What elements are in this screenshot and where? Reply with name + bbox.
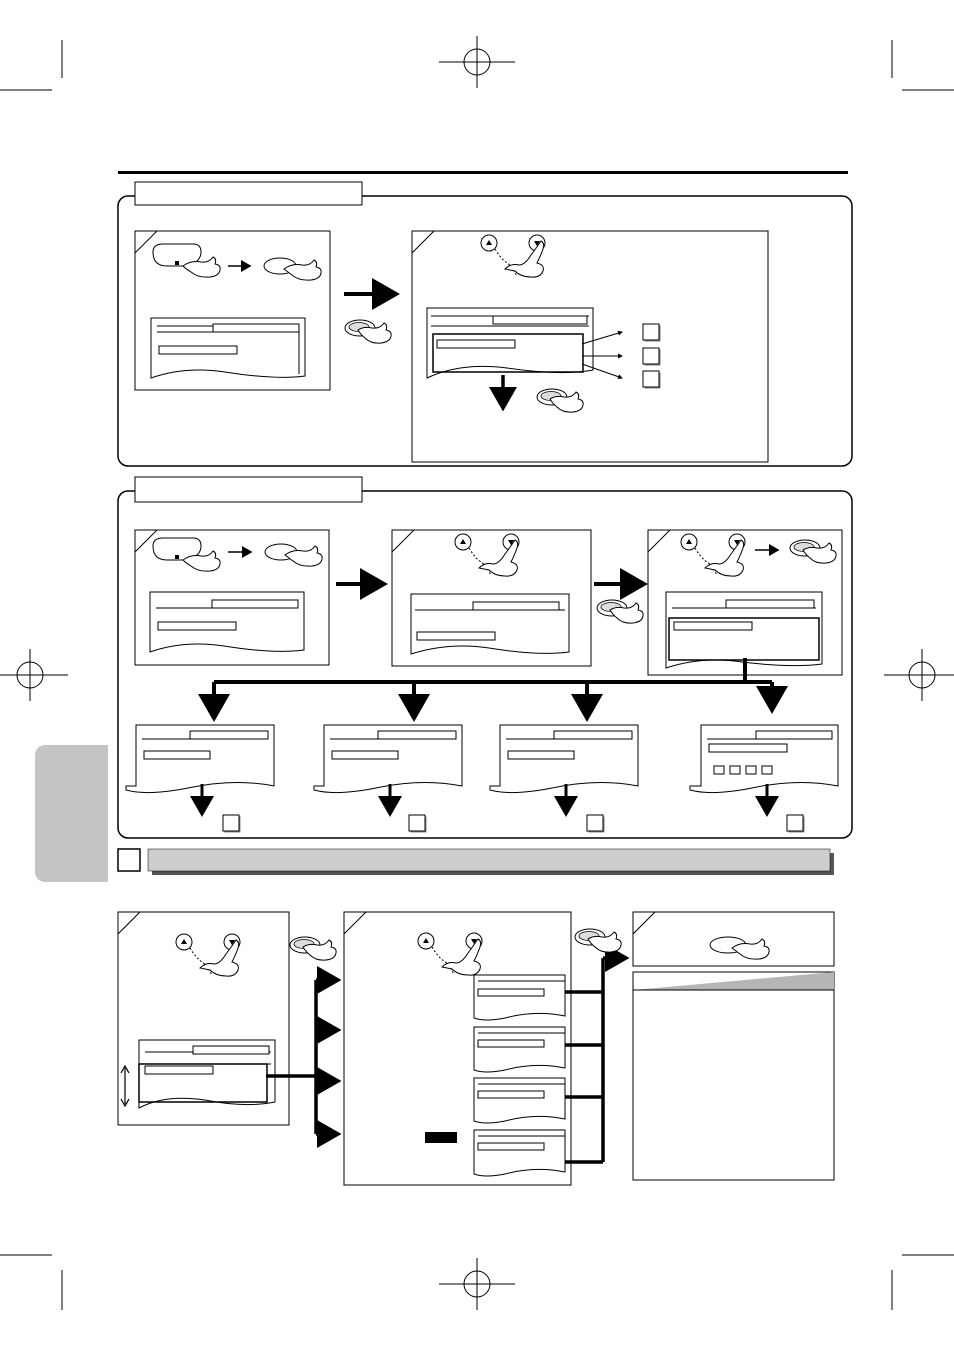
code-digit-box: [730, 766, 740, 774]
reference-box-icon: [587, 815, 605, 833]
registration-mark-bottom: [439, 1258, 515, 1310]
section-1-step-1: [135, 231, 330, 390]
registration-mark-right: [884, 649, 954, 701]
option-screen-1: [474, 975, 565, 1020]
tv-screen-menu: [139, 1040, 275, 1108]
section-3-marker-box: [118, 849, 140, 871]
note-box: [633, 972, 834, 1180]
reference-box-icon: [643, 324, 661, 342]
registration-mark-left: [0, 649, 68, 701]
section-3-right-connector: [565, 958, 626, 1162]
tv-screen-menu: [666, 592, 822, 668]
reference-box-icon: [787, 815, 805, 833]
code-digit-box: [746, 766, 756, 774]
option-screen-3: [474, 1078, 565, 1123]
option-screen-2: [474, 1027, 565, 1072]
tv-screen-menu: [411, 594, 569, 654]
registration-mark-top: [439, 36, 515, 88]
section-3-step-2: [344, 912, 571, 1185]
reference-box-icon: [643, 371, 661, 389]
enter-button-hand-icon: [290, 937, 336, 960]
highlight-label-box: [425, 1132, 457, 1143]
option-screen-4: [474, 1130, 565, 1176]
reference-box-icon: [409, 815, 427, 833]
enter-button-hand-icon: [575, 929, 621, 952]
section-1-panel: [118, 182, 852, 466]
section-3-step-1: [118, 912, 289, 1125]
section-2-step-1: [135, 530, 329, 665]
reference-box-icon: [223, 815, 241, 833]
section-1-step-2: [412, 231, 768, 462]
code-digit-box: [714, 766, 724, 774]
section-2-heading-box: [135, 477, 362, 502]
section-1-heading-box: [135, 182, 362, 205]
section-2-step-3: [648, 530, 842, 675]
code-digit-box: [762, 766, 772, 774]
tv-screen-menu: [151, 318, 305, 378]
section-3-step-3: [633, 912, 834, 966]
reference-box-icon: [643, 348, 661, 366]
tv-screen-menu: [150, 592, 304, 652]
tv-screen-menu: [427, 308, 593, 378]
header-rule: [118, 171, 848, 174]
section-3-title-bar: [148, 849, 830, 871]
section-3-heading: [118, 849, 834, 875]
section-2-panel: [118, 477, 852, 838]
section-2-step-2: [392, 530, 591, 666]
